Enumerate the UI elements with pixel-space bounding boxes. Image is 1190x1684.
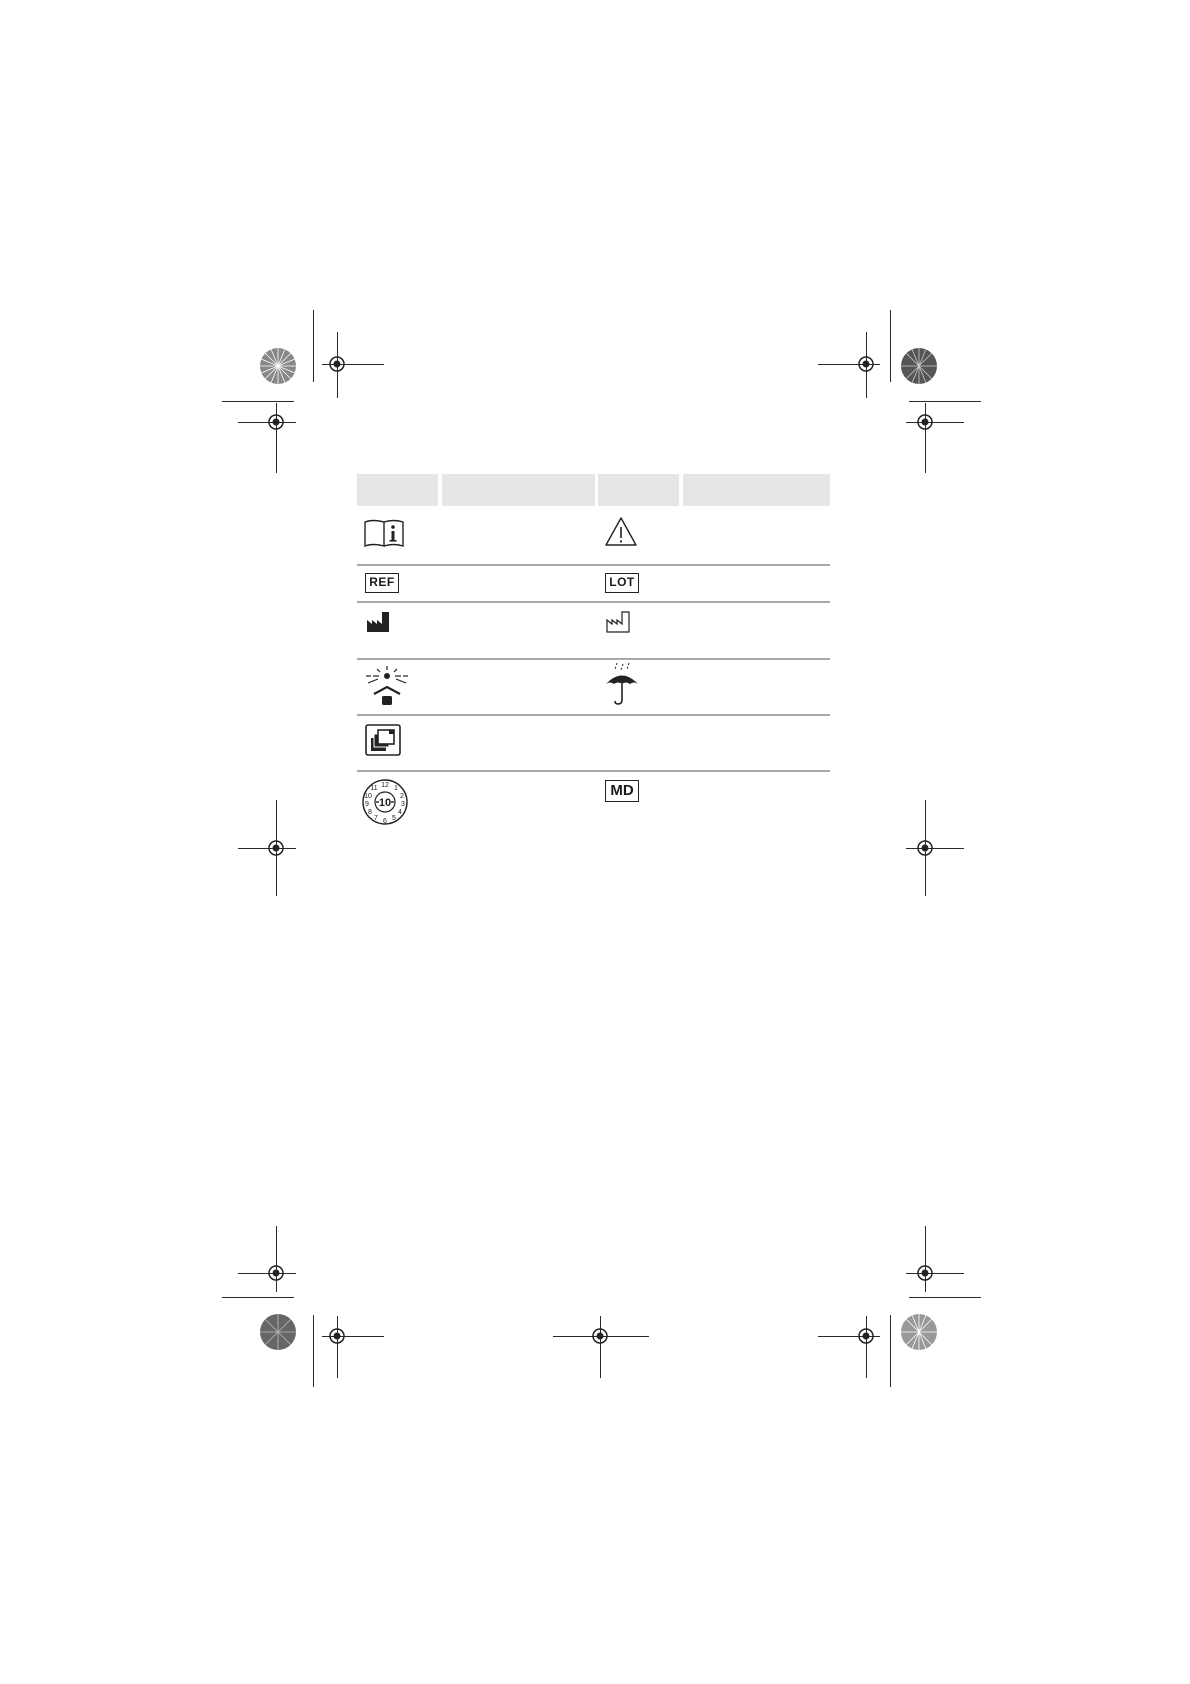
table-header-cell (683, 474, 830, 506)
registration-mark-icon (328, 1327, 346, 1345)
svg-text:9: 9 (365, 801, 369, 808)
keep-dry-icon (604, 662, 640, 706)
color-target-icon (259, 347, 297, 385)
svg-text:3: 3 (401, 801, 405, 808)
color-target-icon (900, 1313, 938, 1351)
crop-line (276, 1226, 277, 1292)
manufacturer-icon (366, 611, 390, 633)
registration-mark-icon (591, 1327, 609, 1345)
crop-line (890, 1315, 891, 1387)
row-divider (357, 564, 830, 566)
svg-text:11: 11 (370, 785, 378, 792)
row-divider (357, 714, 830, 716)
lot-icon: LOT (605, 573, 639, 593)
crop-line (909, 1297, 981, 1298)
registration-mark-icon (328, 355, 346, 373)
registration-mark-icon (916, 413, 934, 431)
svg-text:6: 6 (383, 818, 387, 825)
table-header-cell (357, 474, 438, 506)
registration-mark-icon (916, 839, 934, 857)
crop-line (222, 401, 294, 402)
crop-line (890, 310, 891, 382)
svg-text:4: 4 (398, 809, 402, 816)
svg-text:12: 12 (381, 782, 389, 789)
color-target-icon (900, 347, 938, 385)
registration-mark-icon (857, 355, 875, 373)
svg-text:10: 10 (364, 793, 372, 800)
svg-text:1: 1 (394, 785, 398, 792)
svg-text:7: 7 (374, 815, 378, 822)
color-target-icon (259, 1313, 297, 1351)
crop-line (906, 422, 964, 423)
row-divider (357, 658, 830, 660)
date-of-manufacture-icon (606, 611, 630, 633)
row-divider (357, 770, 830, 772)
crop-line (600, 1316, 601, 1378)
crop-line (906, 848, 964, 849)
crop-line (313, 1315, 314, 1387)
ref-icon: REF (365, 573, 399, 593)
registration-mark-icon (267, 413, 285, 431)
crop-line (925, 1226, 926, 1292)
crop-line (313, 310, 314, 382)
crop-line (906, 1273, 964, 1274)
registration-mark-icon (857, 1327, 875, 1345)
registration-mark-icon (267, 839, 285, 857)
row-divider (357, 601, 830, 603)
medical-device-icon: MD (605, 780, 639, 802)
crop-line (337, 1316, 338, 1378)
crop-line (222, 1297, 294, 1298)
svg-text:5: 5 (392, 815, 396, 822)
svg-text:10: 10 (378, 797, 392, 809)
svg-text:2: 2 (400, 793, 404, 800)
crop-line (866, 1316, 867, 1378)
table-header-cell (442, 474, 595, 506)
product-packaging-icon (365, 724, 401, 756)
recycling-wheel-icon (361, 778, 409, 826)
table-header-cell (598, 474, 679, 506)
keep-away-from-sunlight-icon (364, 665, 410, 707)
caution-icon (604, 516, 638, 547)
crop-line (909, 401, 981, 402)
instructions-for-use-icon (363, 518, 405, 548)
registration-mark-icon (267, 1264, 285, 1282)
registration-mark-icon (916, 1264, 934, 1282)
svg-text:8: 8 (368, 809, 372, 816)
